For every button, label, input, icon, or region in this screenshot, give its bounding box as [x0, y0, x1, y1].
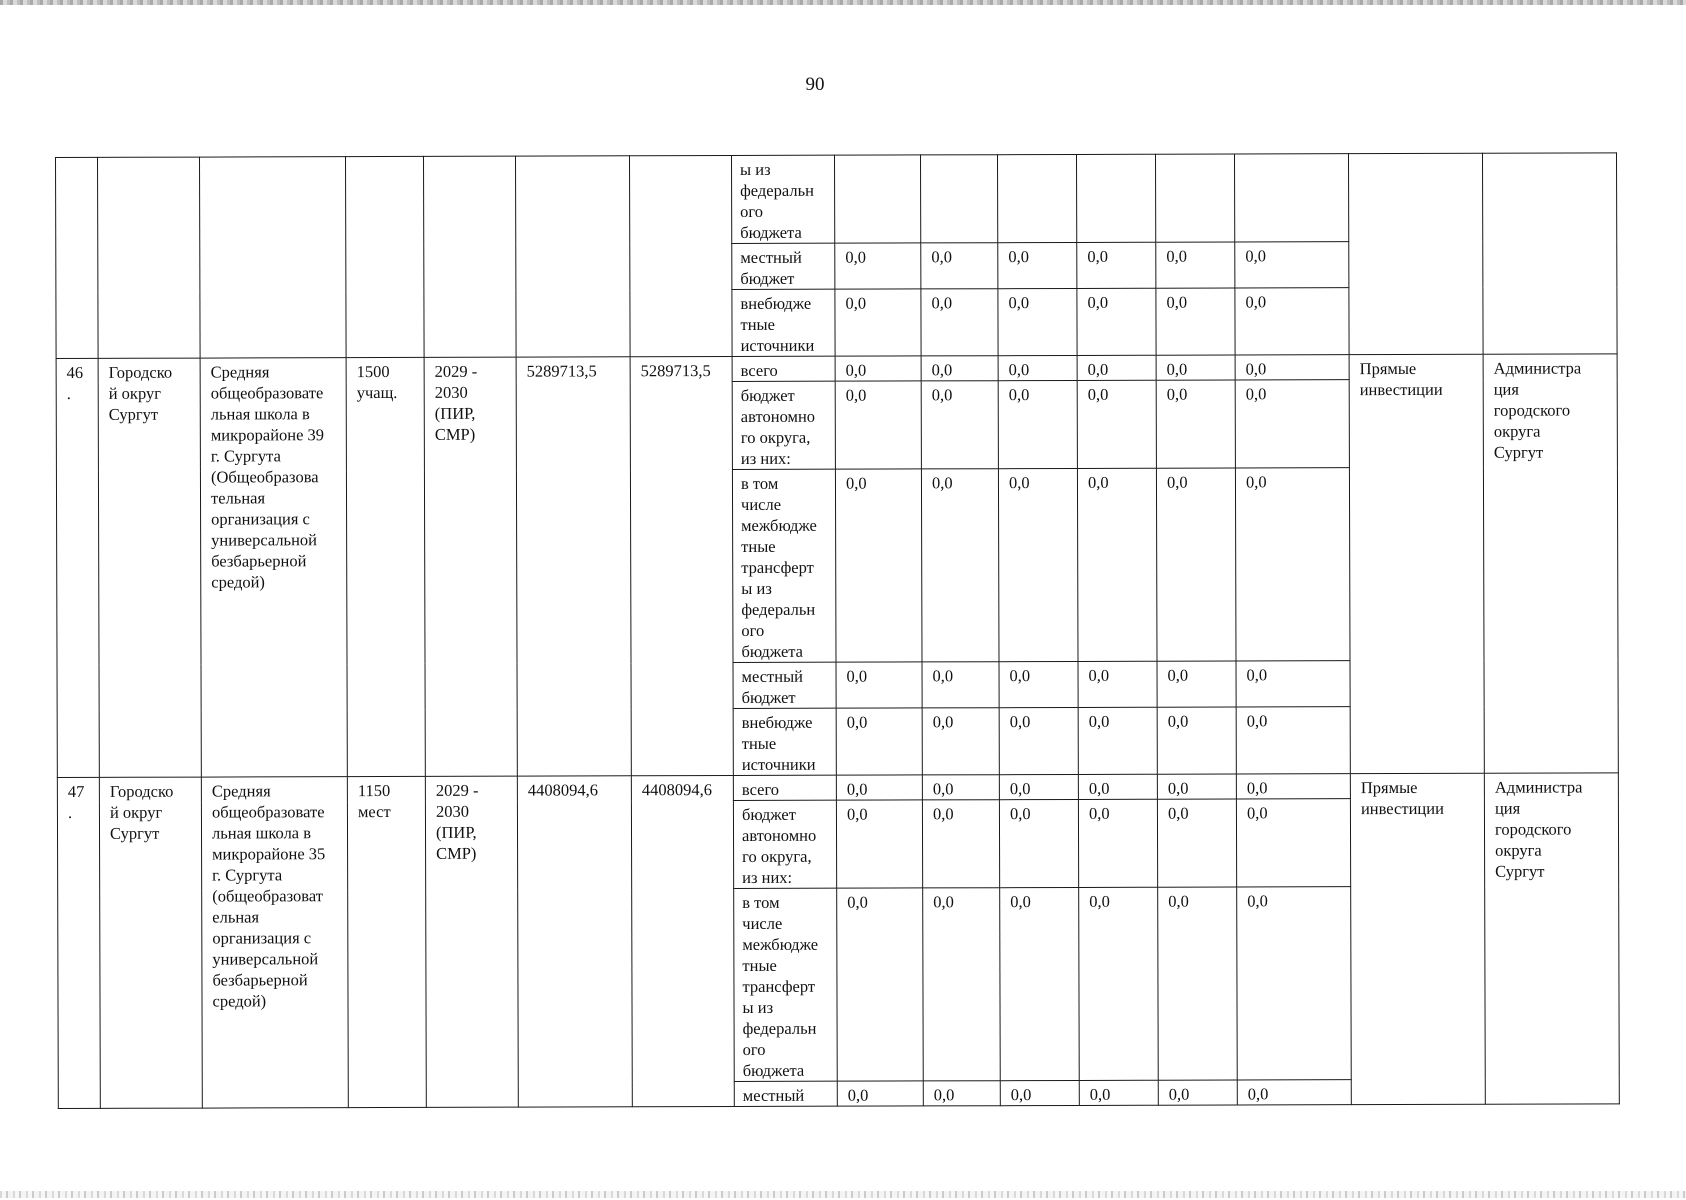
empty-cell [920, 155, 997, 243]
empty-cell [1348, 153, 1483, 354]
value-cell: 0,0 [1157, 661, 1236, 707]
funding-source-label: бюджет автономно го округа, из них: [733, 800, 836, 888]
customer-cell: Администра ция городского округа Сургут [1484, 773, 1619, 1104]
funding-source-label: местный бюджет [732, 243, 835, 289]
value-cell: 0,0 [1077, 355, 1156, 380]
value-cell: 0,0 [922, 800, 999, 888]
value-cell: 0,0 [922, 775, 999, 800]
value-cell: 0,0 [835, 243, 921, 289]
value-cell: 0,0 [1078, 707, 1157, 774]
value-cell: 0,0 [1156, 468, 1236, 661]
funding-source-label: в том числе межбюдже тные трансферт ы из федеральн ого бюджета [734, 888, 838, 1081]
capacity-cell: 1150 мест [347, 776, 426, 1107]
value-cell: 0,0 [1156, 288, 1235, 355]
empty-cell [98, 157, 201, 358]
value-cell: 0,0 [835, 356, 921, 381]
empty-cell [1234, 154, 1348, 242]
empty-cell [56, 157, 99, 358]
object-name-cell: Средняя общеобразовате льная школа в микрорайоне 35 г. Сургута (общеобразоват ельная организация с универсальной безбарьерной средой) [201, 777, 348, 1108]
value-cell: 0,0 [998, 288, 1077, 355]
value-cell: 0,0 [999, 707, 1078, 774]
value-cell: 0,0 [1077, 380, 1156, 468]
capacity-cell: 1500 учащ. [346, 357, 425, 776]
value-cell: 0,0 [1156, 242, 1235, 288]
value-cell: 0,0 [1078, 799, 1157, 887]
funding-source-label: в том числе межбюдже тные трансферт ы из федеральн ого бюджета [732, 469, 836, 662]
value-cell: 0,0 [999, 799, 1078, 887]
value-cell: 0,0 [1236, 799, 1350, 887]
empty-cell [423, 156, 516, 357]
funding-source-label: внебюдже тные источники [733, 708, 836, 775]
cost-remaining-cell: 5289713,5 [630, 356, 733, 775]
value-cell: 0,0 [1235, 468, 1350, 661]
object-row [57, 773, 1618, 803]
cost-total-cell: 4408094,6 [517, 776, 632, 1107]
empty-cell [629, 155, 732, 356]
value-cell: 0,0 [1077, 242, 1156, 288]
value-cell: 0,0 [836, 662, 922, 708]
value-cell: 0,0 [1237, 887, 1352, 1080]
value-cell: 0,0 [1079, 887, 1159, 1080]
value-cell: 0,0 [921, 356, 998, 381]
value-cell: 0,0 [922, 662, 999, 708]
value-cell: 0,0 [921, 289, 998, 356]
empty-cell [1482, 153, 1617, 354]
value-cell: 0,0 [1236, 774, 1350, 799]
value-cell: 0,0 [836, 775, 922, 800]
object-row [56, 354, 1617, 384]
value-cell: 0,0 [836, 708, 922, 775]
value-cell: 0,0 [998, 355, 1077, 380]
scan-edge-bottom [0, 1191, 1686, 1198]
value-cell: 0,0 [1236, 707, 1350, 774]
value-cell: 0,0 [1235, 242, 1349, 288]
funding-source-label: всего [733, 775, 836, 800]
continuation-row [56, 153, 1617, 246]
value-cell: 0,0 [1157, 707, 1236, 774]
value-cell: 0,0 [1236, 661, 1350, 707]
funding-source-label: внебюдже тные источники [732, 289, 835, 356]
empty-cell [997, 154, 1076, 242]
value-cell: 0,0 [921, 381, 998, 469]
scan-edge-top [0, 0, 1686, 5]
page-number: 90 [805, 74, 825, 95]
value-cell: 0,0 [999, 774, 1078, 799]
empty-cell [200, 157, 347, 358]
value-cell: 0,0 [921, 469, 999, 662]
value-cell: 0,0 [1079, 1080, 1158, 1105]
value-cell: 0,0 [835, 289, 921, 356]
value-cell: 0,0 [837, 1081, 923, 1106]
mechanism-cell: Прямые инвестиции [1349, 354, 1484, 773]
value-cell: 0,0 [1156, 380, 1235, 468]
value-cell: 0,0 [837, 888, 924, 1081]
value-cell: 0,0 [1235, 355, 1349, 380]
value-cell: 0,0 [1158, 887, 1238, 1080]
funding-source-label: ы из федеральн ого бюджета [731, 155, 834, 243]
municipality-cell: Городско й округ Сургут [99, 777, 202, 1108]
value-cell: 0,0 [923, 1081, 1000, 1106]
period-cell: 2029 - 2030 (ПИР, СМР) [424, 357, 517, 776]
empty-cell [346, 156, 425, 357]
value-cell: 0,0 [922, 708, 999, 775]
value-cell: 0,0 [1077, 468, 1157, 661]
value-cell: 0,0 [1000, 1080, 1079, 1105]
mechanism-cell: Прямые инвестиции [1350, 773, 1485, 1104]
value-cell: 0,0 [1078, 661, 1157, 707]
value-cell: 0,0 [1235, 288, 1349, 355]
value-cell: 0,0 [1235, 380, 1349, 468]
value-cell: 0,0 [998, 468, 1078, 661]
empty-cell [834, 155, 920, 243]
period-cell: 2029 - 2030 (ПИР, СМР) [425, 776, 518, 1107]
value-cell: 0,0 [921, 243, 998, 289]
customer-cell: Администра ция городского округа Сургут [1483, 354, 1618, 773]
value-cell: 0,0 [998, 242, 1077, 288]
object-name-cell: Средняя общеобразовате льная школа в микрорайоне 39 г. Сургута (Общеобразова тельная организация с универсальной безбарьерной средой) [200, 358, 347, 777]
value-cell: 0,0 [1158, 1080, 1237, 1105]
cost-remaining-cell: 4408094,6 [631, 775, 734, 1106]
value-cell: 0,0 [1077, 288, 1156, 355]
empty-cell [1155, 154, 1234, 242]
value-cell: 0,0 [1237, 1080, 1351, 1105]
municipality-cell: Городско й округ Сургут [98, 358, 201, 777]
funding-source-label: бюджет автономно го округа, из них: [732, 381, 835, 469]
funding-source-label: всего [732, 356, 835, 381]
value-cell: 0,0 [1000, 887, 1080, 1080]
value-cell: 0,0 [836, 800, 922, 888]
value-cell: 0,0 [1078, 774, 1157, 799]
funding-source-label: местный бюджет [733, 662, 836, 708]
value-cell: 0,0 [1157, 799, 1236, 887]
value-cell: 0,0 [1156, 355, 1235, 380]
empty-cell [1076, 154, 1155, 242]
investment-objects-table [55, 152, 1620, 1109]
value-cell: 0,0 [835, 469, 922, 662]
empty-cell [515, 156, 630, 357]
value-cell: 0,0 [923, 888, 1001, 1081]
row-number: 47 . [57, 777, 100, 1108]
value-cell: 0,0 [835, 381, 921, 469]
value-cell: 0,0 [998, 380, 1077, 468]
cost-total-cell: 5289713,5 [516, 357, 631, 776]
value-cell: 0,0 [999, 661, 1078, 707]
funding-source-label: местный [734, 1081, 837, 1106]
row-number: 46 . [56, 358, 99, 777]
value-cell: 0,0 [1157, 774, 1236, 799]
